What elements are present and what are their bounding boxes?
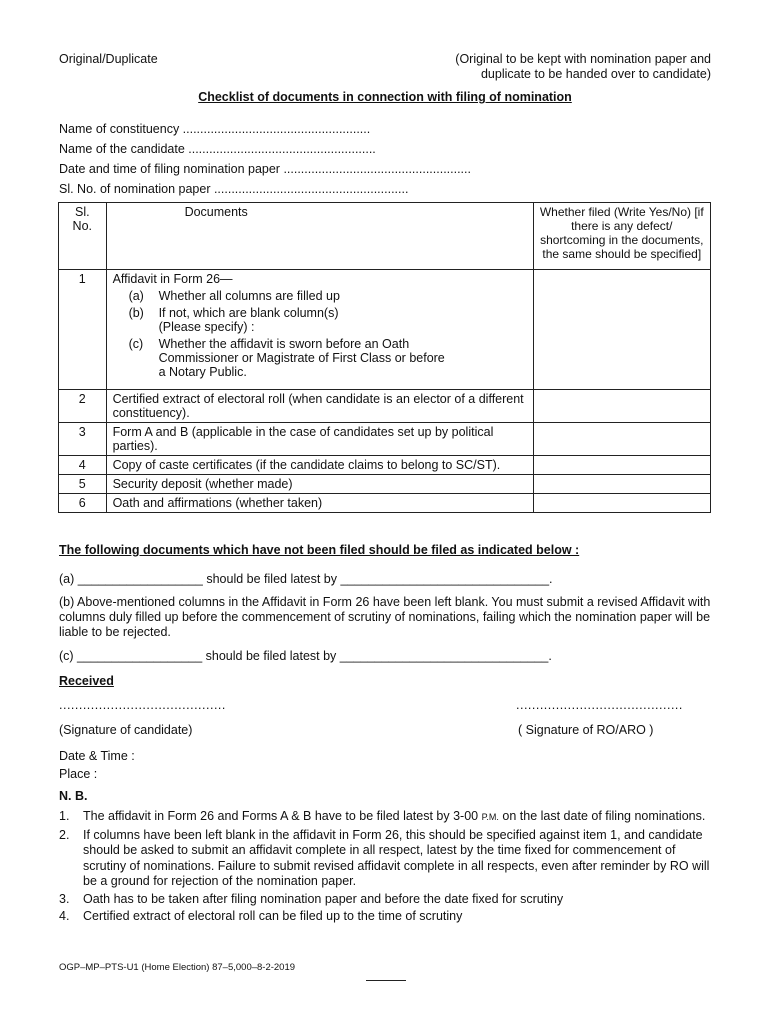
list-item: [59, 909, 714, 925]
table-row: [59, 270, 711, 390]
row-sl: 6: [59, 494, 107, 513]
row-filed-cell: [533, 423, 710, 456]
row-sl: 1: [59, 270, 107, 390]
nb-item-number: 2.: [59, 827, 70, 842]
date-time-label: Date & Time :: [59, 749, 135, 763]
nb-heading: N. B.: [59, 789, 88, 803]
header-whether-filed: Whether filed (Write Yes/No) [if there is any defect/ shortcoming in the documents, the same should be specified]: [533, 203, 710, 270]
nb-list: [59, 809, 714, 927]
table-row: [59, 456, 711, 475]
ro-signature-label: ( Signature of RO/ARO ): [518, 723, 654, 737]
place-label: Place :: [59, 767, 98, 781]
form-footer-code: OGP–MP–PTS-U1 (Home Election) 87–5,000–8-2-2019: [59, 962, 296, 973]
list-item: [59, 892, 714, 908]
header-sl-no: Sl. No.: [59, 203, 107, 270]
not-filed-heading: The following documents which have not been filed should be filed as indicated below :: [59, 543, 580, 557]
checklist-table: [58, 202, 711, 513]
header-documents: Documents: [106, 203, 533, 270]
row-sl: 4: [59, 456, 107, 475]
row-document: Oath and affirmations (whether taken): [106, 494, 533, 513]
nb-item-number: 3.: [59, 891, 70, 906]
ro-signature-dots: ..........................................: [516, 698, 683, 712]
subitem-label: (a): [128, 289, 144, 303]
footer-divider: [366, 980, 406, 981]
row-filed-cell: [533, 270, 710, 390]
subitem-label: (b): [128, 306, 144, 320]
row-sl: 5: [59, 475, 107, 494]
copy-instruction-line2: duplicate to be handed over to candidate): [480, 67, 711, 81]
list-item: [59, 809, 714, 826]
row-document: Form A and B (applicable in the case of candidates set up by political parties).: [106, 423, 533, 456]
row-filed-cell: [533, 390, 710, 423]
received-heading: Received: [59, 674, 114, 688]
constituency-field: Name of constituency ......................................................: [59, 122, 371, 136]
line-a: (a) __________________ should be filed latest by ______________________________.: [59, 572, 553, 586]
subitem-label: (c): [128, 337, 144, 351]
candidate-signature-label: (Signature of candidate): [59, 723, 193, 737]
table-row: [59, 390, 711, 423]
row-document: [106, 270, 533, 390]
candidate-signature-dots: ..........................................: [59, 698, 226, 712]
nb-item-text: Oath has to be taken after filing nomination paper and before the date fixed for scrutiny: [83, 891, 564, 906]
paragraph-b: (b) Above-mentioned columns in the Affidavit in Form 26 have been left blank. You must submit a revised Affidavit with columns duly filled up before the commencement of scrutiny of nominations, failing which the nomination paper will be liable to be rejected.: [59, 595, 711, 639]
table-header-row: [59, 203, 711, 270]
row-document-text: Affidavit in Form 26—: [112, 272, 233, 286]
row-sl: 2: [59, 390, 107, 423]
original-duplicate-label: Original/Duplicate: [59, 52, 158, 66]
nb-item-number: 1.: [59, 809, 70, 823]
nb-item-number: 4.: [59, 909, 70, 923]
line-c: (c) __________________ should be filed latest by ______________________________.: [59, 649, 552, 663]
row-filed-cell: [533, 475, 710, 494]
table-row: [59, 475, 711, 494]
row-filed-cell: [533, 494, 710, 513]
subitem-text: Whether all columns are filled up: [158, 289, 340, 303]
candidate-name-field: Name of the candidate ......................................................: [59, 142, 376, 156]
row-document: Security deposit (whether made): [106, 475, 533, 494]
row-sl: 3: [59, 423, 107, 456]
subitem: [113, 306, 527, 334]
row-document: Copy of caste certificates (if the candidate claims to belong to SC/ST).: [106, 456, 533, 475]
nomination-sl-field: Sl. No. of nomination paper ........................................................: [59, 182, 409, 196]
nb-item-text: Certified extract of electoral roll can be filed up to the time of scrutiny: [83, 909, 463, 923]
subitem: [113, 289, 527, 303]
table-row: [59, 494, 711, 513]
filing-datetime-field: Date and time of filing nomination paper ......................................................: [59, 162, 471, 176]
nb-item-text: The affidavit in Form 26 and Forms A & B have to be filed latest by 3-00 P.M. on the last date of filing nominations.: [83, 809, 706, 823]
list-item: [59, 828, 714, 890]
subitem-text: If not, which are blank column(s) (Please specify) :: [158, 306, 339, 334]
page-title: Checklist of documents in connection with filing of nomination: [198, 90, 572, 104]
nb-item-text: If columns have been left blank in the affidavit in Form 26, this should be specified against item 1, and candidate should be asked to submit an affidavit complete in all respect, latest by the time fixed for commencement of scrutiny of nominations. Failure to submit revised affidavit complete in all respects, even after reminder by RO will be a ground for rejection of the nomination paper.: [83, 827, 710, 888]
table-row: [59, 423, 711, 456]
copy-instruction: [455, 52, 711, 82]
row-document: Certified extract of electoral roll (when candidate is an elector of a different constituency).: [106, 390, 533, 423]
subitem-text: Whether the affidavit is sworn before an Oath Commissioner or Magistrate of First Class or before a Notary Public.: [158, 337, 445, 379]
row-filed-cell: [533, 456, 710, 475]
copy-instruction-line1: (Original to be kept with nomination paper and: [455, 52, 711, 66]
subitem: [113, 337, 527, 379]
